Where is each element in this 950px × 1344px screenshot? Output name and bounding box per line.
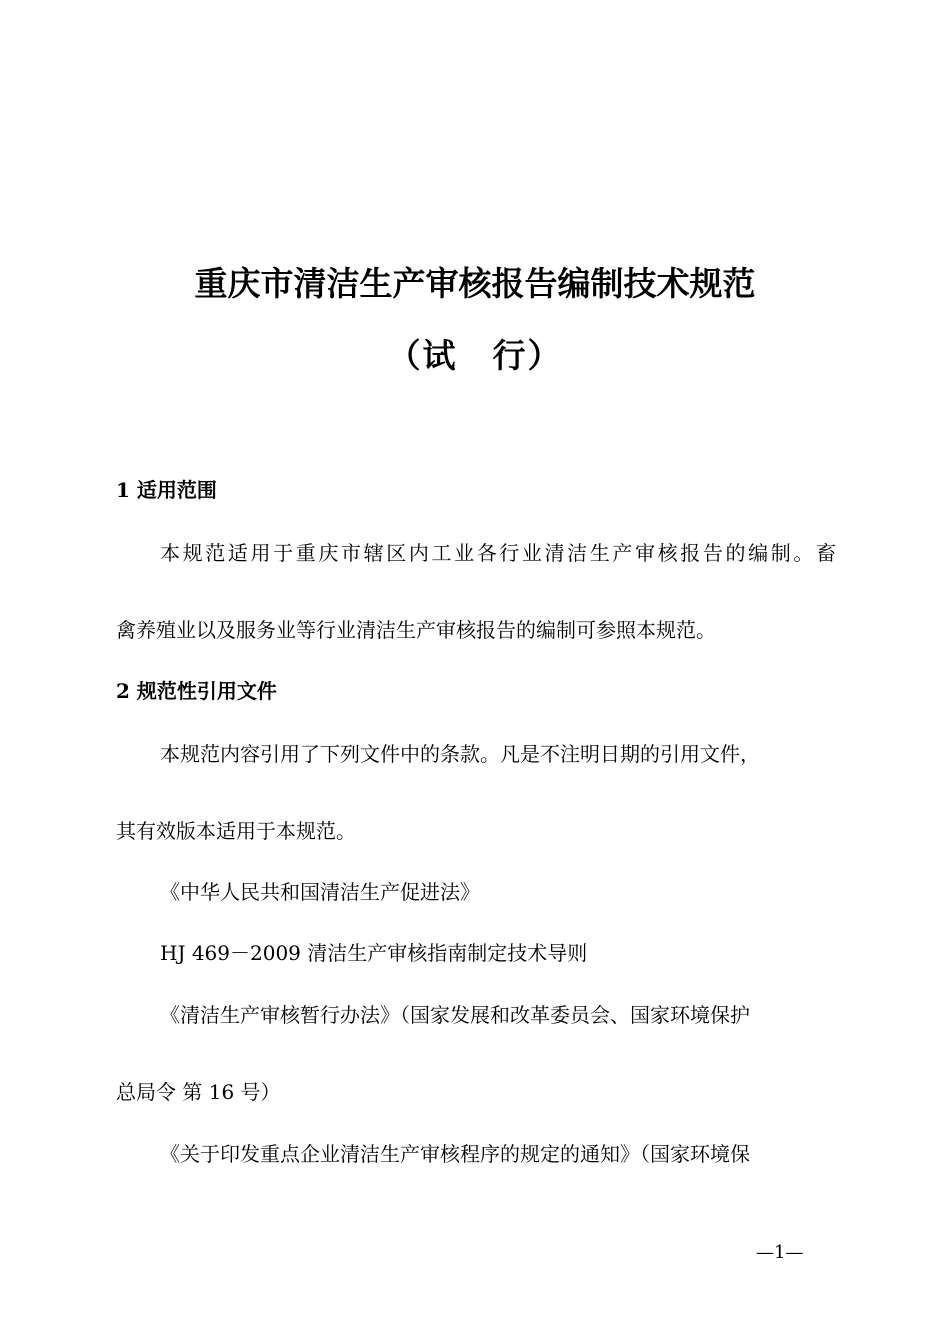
section-heading-references: 2 规范性引用文件: [116, 679, 277, 703]
paragraph-line: 本规范内容引用了下列文件中的条款。凡是不注明日期的引用文件，: [160, 742, 760, 766]
reference-item: 《关于印发重点企业清洁生产审核程序的规定的通知》（国家环境保: [160, 1142, 750, 1166]
reference-item: HJ 469－2009 清洁生产审核指南制定技术导则: [160, 941, 588, 965]
document-subtitle: （试 行）: [387, 336, 563, 375]
reference-item-continued: 总局令 第 16 号）: [116, 1080, 281, 1104]
document-title: 重庆市清洁生产审核报告编制技术规范: [194, 264, 756, 303]
paragraph-line: 其有效版本适用于本规范。: [116, 819, 356, 843]
reference-item: 《中华人民共和国清洁生产促进法》: [160, 880, 480, 904]
reference-item: 《清洁生产审核暂行办法》（国家发展和改革委员会、国家环境保护: [160, 1003, 750, 1027]
section-heading-scope: 1 适用范围: [116, 478, 217, 502]
paragraph-line: 本规范适用于重庆市辖区内工业各行业清洁生产审核报告的编制。畜: [160, 541, 836, 565]
paragraph-line: 禽养殖业以及服务业等行业清洁生产审核报告的编制可参照本规范。: [116, 618, 716, 642]
page-number: —1—: [756, 1242, 804, 1263]
